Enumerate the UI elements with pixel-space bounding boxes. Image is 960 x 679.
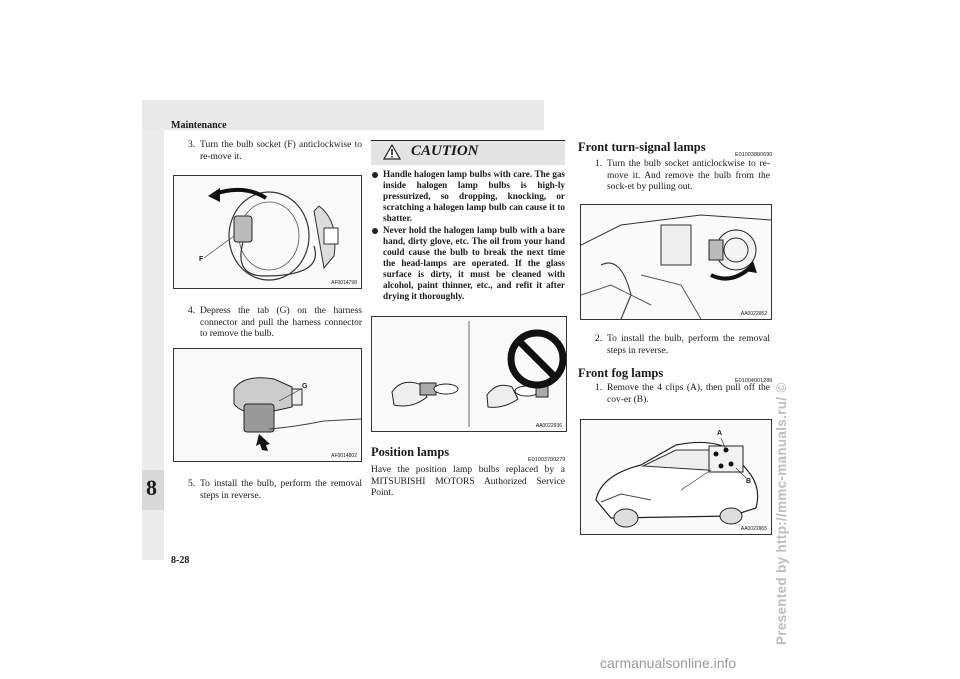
position-lamps-heading: Position lamps (371, 445, 450, 459)
page-number: 8-28 (171, 555, 190, 566)
step-number: 5. (188, 479, 196, 489)
step-text: To install the bulb, perform the removal steps in reverse. (607, 334, 770, 356)
front-fog-heading: Front fog lamps (578, 366, 664, 380)
caution-header (371, 141, 565, 165)
harness-connector-figure (173, 348, 362, 462)
harness-connector-illustration (174, 349, 361, 461)
figure-code: AF0014802 (331, 453, 357, 459)
turn-signal-step-2 (595, 334, 770, 357)
turn-signal-figure (580, 204, 772, 320)
watermark: carmanualsonline.info (600, 655, 737, 671)
label-f: F (199, 256, 204, 263)
fog-lamp-figure (580, 419, 772, 535)
step-number: 4. (188, 306, 196, 316)
bulb-socket-figure (173, 175, 362, 289)
car-front-illustration (581, 420, 771, 534)
chapter-number: 8 (146, 475, 157, 500)
label-b: B (746, 478, 752, 485)
engine-bay-illustration (581, 205, 771, 319)
front-fog-code: E01004001289 (735, 378, 773, 384)
step-number: 1. (595, 383, 603, 393)
section-title: Maintenance (171, 120, 227, 131)
step-text: Depress the tab (G) on the harness connector and pull the harness connector to remove the bulb. (200, 306, 362, 339)
front-turn-signal-code: E01003800690 (735, 152, 773, 158)
halogen-bulb-handling-figure (371, 316, 567, 432)
caution-item: Handle halogen lamp bulbs with care. The gas inside halogen lamp bulbs is high-ly pressurized, so dropping, knocking, or scratching a halogen lamp bulb can cause it to shatter. (371, 169, 565, 224)
figure-code: AA0022952 (740, 311, 767, 317)
caution-item: Never hold the halogen lamp bulb with a bare hand, dirty glove, etc. The oil from your hand could cause the bulb to break the next time the head-lamps are operated. If the glass surface is dirty, it must be cleaned with alcohol, paint thinner, etc., and refit it after drying it thoroughly. (371, 225, 565, 302)
position-lamps-code: E01003700279 (528, 457, 566, 463)
figure-code: AA0022936 (535, 423, 562, 429)
bulb-handling-illustration (372, 317, 566, 431)
side-attribution: Presented by http://mmc-manuals.ru/ © (774, 382, 789, 645)
front-turn-signal-heading: Front turn-signal lamps (578, 140, 706, 154)
caution-list (371, 169, 565, 302)
step-3 (188, 140, 362, 163)
warning-icon (383, 144, 401, 160)
fog-step-1 (595, 383, 770, 406)
step-number: 2. (595, 334, 603, 344)
position-lamps-text: Have the position lamp bulbs replaced by a MITSUBISHI MOTORS Authorized Service Point. (371, 465, 565, 498)
step-text: Remove the 4 clips (A), then pull off the cov-er (B). (607, 383, 770, 405)
step-5 (188, 479, 362, 502)
bulb-socket-illustration (174, 176, 361, 288)
step-text: Turn the bulb socket anticlockwise to re-move it. And remove the bulb from the sock-et by pulling out. (607, 159, 770, 192)
caution-box (371, 140, 565, 307)
step-4 (188, 306, 362, 341)
caution-title: CAUTION (411, 143, 479, 159)
step-number: 3. (188, 140, 196, 150)
figure-code: AF0014798 (331, 280, 357, 286)
step-text: Turn the bulb socket (F) anticlockwise to re-move it. (200, 140, 362, 162)
step-number: 1. (595, 159, 603, 169)
turn-signal-step-1 (595, 159, 770, 194)
figure-code: AA0022965 (740, 526, 767, 532)
label-g: G (302, 383, 308, 390)
label-a: A (717, 430, 723, 437)
step-text: To install the bulb, perform the removal steps in reverse. (200, 479, 362, 501)
